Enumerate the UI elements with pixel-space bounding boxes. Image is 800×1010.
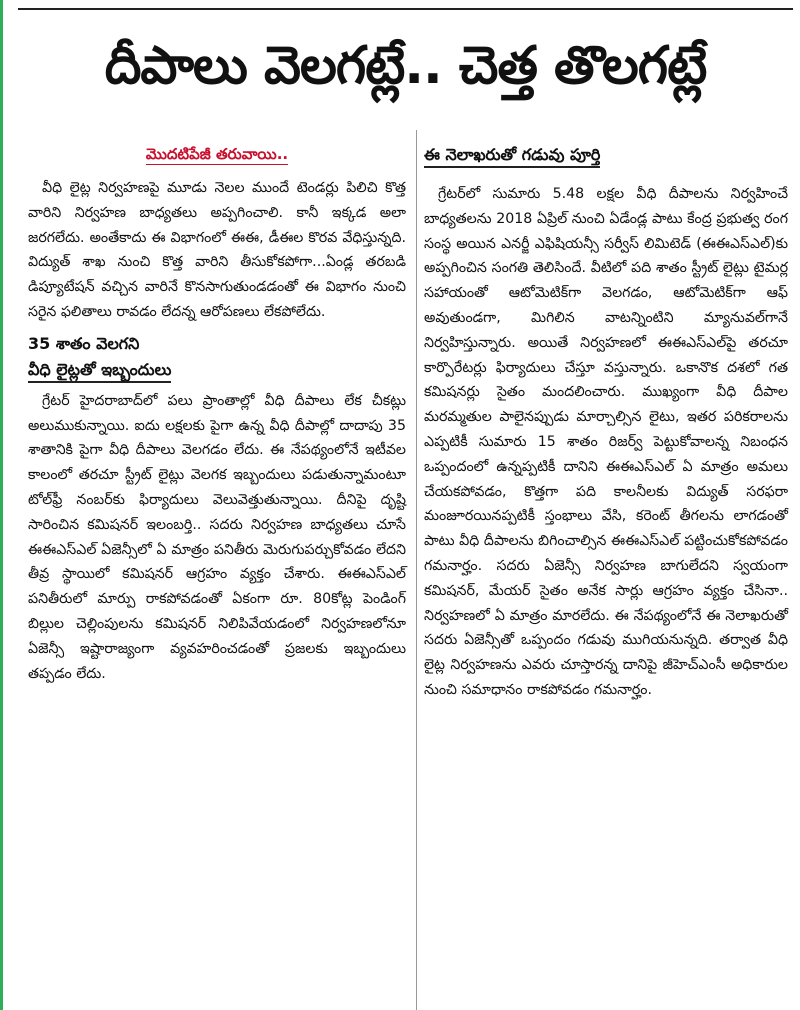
right-paragraph: గ్రేటర్‌లో సుమారు 5.48 లక్షల వీధి దీపాలను నిర్వహించే బాధ్యతలను 2018 ఏప్రిల్ నుంచి ఏడేండ్ల పాటు కేంద్ర ప్రభుత్వ రంగ సంస్థ అయిన ఎనర్జీ ఎఫిషియన్సీ సర్వీస్ లిమిటెడ్ (ఈఈఎస్ఎల్)కు అప్పగించిన సంగతి తెలిసిందే. వీటిలో పది శాతం స్ట్రీట్ లైట్లు టైమర్ల సహాయంతో ఆటోమెటిక్‌గా వెలగడం, ఆటోమెటిక్‌గా ఆఫ్ అవుతుండగా, మిగిలిన వాటన్నింటిని మ్యానువల్‌గానే నిర్వహిస్తున్నారు. అయితే నిర్వహణలో ఈఈఎస్ఎల్‌పై తరచూ కార్పొరేటర్లు ఫిర్యాదులు చేస్తూ వస్తున్నారు. ఒకానొక దశలో గత కమిషనర్లు సైతం మందలించారు. ముఖ్యంగా వీధి దీపాల మరమ్మతుల పాలైనప్పుడు మార్చాల్సిన లైటు, ఇతర పరికరాలను ఎప్పటికీ సుమారు 15 శాతం రిజర్వ్ పెట్టుకోవాలన్న నిబంధన ఒప్పందంలో ఉన్నప్పటికీ దానిని ఈఈఎస్ఎల్ ఏ మాత్రం అమలు చేయకపోవడం, కొత్తగా పది కాలనీలకు విద్యుత్ సరఫరా మంజూరయినప్పటికీ స్తంభాలు వేసి, కరెంట్ తీగలను లాగడంతో పాటు వీధి దీపాలను బిగించాల్సిన ఈఈఎస్ఎల్ పట్టించుకోకపోవడం గమనార్హం. సదరు ఏజెన్సీ నిర్వహణ బాగులేదని స్వయంగా కమిషనర్, మేయర్ సైతం అనేక సార్లు ఆగ్రహం వ్యక్తం చేసినా.. నిర్వహణలో ఏ మాత్రం మారలేదు. ఈ నేపథ్యంలోనే ఈ నెలాఖరుతో సదరు ఏజెన్సీతో ఒప్పందం గడువు ముగియనున్నది. తర్వాత వీధి లైట్ల నిర్వహణను ఎవరు చూస్తారన్న దానిపై జీహెచ్‌ఎంసీ అధికారుల నుంచి సమాధానం రాకపోవడం గమనార్హం. [424, 186, 788, 698]
left-paragraph-2: గ్రేటర్ హైదరాబాద్‌లో పలు ప్రాంతాల్లో వీధి దీపాలు లేక చీకట్లు అలుముకున్నాయి. ఐదు లక్షలకు పైగా ఉన్న వీధి దీపాల్లో దాదాపు 35 శాతానికి పైగా వీధి దీపాలు వెలగడం లేదు. ఈ నేపథ్యంలోనే ఇటీవల కాలంలో తరచూ స్ట్రీట్ లైట్లు వెలగక ఇబ్బందులు పడుతున్నామంటూ టోల్‌ఫ్రీ నంబర్‌కు ఫిర్యాదులు వెలువెత్తుతున్నాయి. దీనిపై దృష్టి సారించిన కమిషనర్ ఇలంబర్తి.. సదరు నిర్వహణ బాధ్యతలు చూసే ఈఈఎస్ఎల్ ఏజెన్సీలో ఏ మాత్రం పనితీరు మెరుగుపర్చుకోవడం లేదని తీవ్ర స్థాయిలో కమిషనర్ ఆగ్రహం వ్యక్తం చేశారు. ఈఈఎస్ఎల్ పనితీరులో మార్పు రాకపోవడంతో ఏకంగా రూ. 80కోట్ల పెండింగ్ బిల్లుల చెల్లింపులను కమిషనర్ నిలిపివేయడంలో నిర్వహణలోనూ ఏజెన్సీ ఇష్టారాజ్యంగా వ్యవహరించడంతో ప్రజలకు ఇబ్బందులు తప్పడం లేదు. [28, 392, 406, 682]
headline: దీపాలు వెలగట్లే.. చెత్త తొలగట్లే [104, 36, 707, 96]
subheading-line-2-text: వీధి లైట్లతో ఇబ్బందులు [28, 360, 171, 383]
page-edge-strip [0, 0, 3, 1010]
left-subheading [28, 331, 406, 383]
left-column [28, 142, 406, 686]
right-subheading [424, 142, 788, 168]
subheading-line-2 [28, 357, 406, 383]
continued-from-front-page [28, 142, 406, 166]
top-rule [18, 8, 793, 10]
left-paragraph-1: వీధి లైట్ల నిర్వహణపై మూడు నెలల ముందే టెండర్లు పిలిచి కొత్త వారిని నిర్వహణ బాధ్యతలు అప్పగించాలి. కానీ ఇక్కడ అలా జరగలేదు. అంతేకాదు ఈ విభాగంలో ఈఈ, డీఈల కొరవ వేధిస్తున్నది. విద్యుత్ శాఖ నుంచి కొత్త వారిని తీసుకోకపోగా...ఏండ్ల తరబడి డిప్యూటేషన్ వచ్చిన వారినే కొనసాగుతుండడంతో ఈ విభాగం నుంచి సరైన ఫలితాలు రావడం లేదన్న ఆరోపణలు లేకపోలేదు. [28, 180, 406, 320]
right-column [424, 142, 788, 703]
right-subheading-text: ఈ నెలాఖరుతో గడువు పూర్తి [424, 145, 600, 168]
continued-label: మొదటిపేజీ తరువాయి.. [145, 145, 289, 163]
column-divider [416, 130, 417, 1010]
subheading-line-1: 35 శాతం వెలగని [28, 333, 140, 353]
